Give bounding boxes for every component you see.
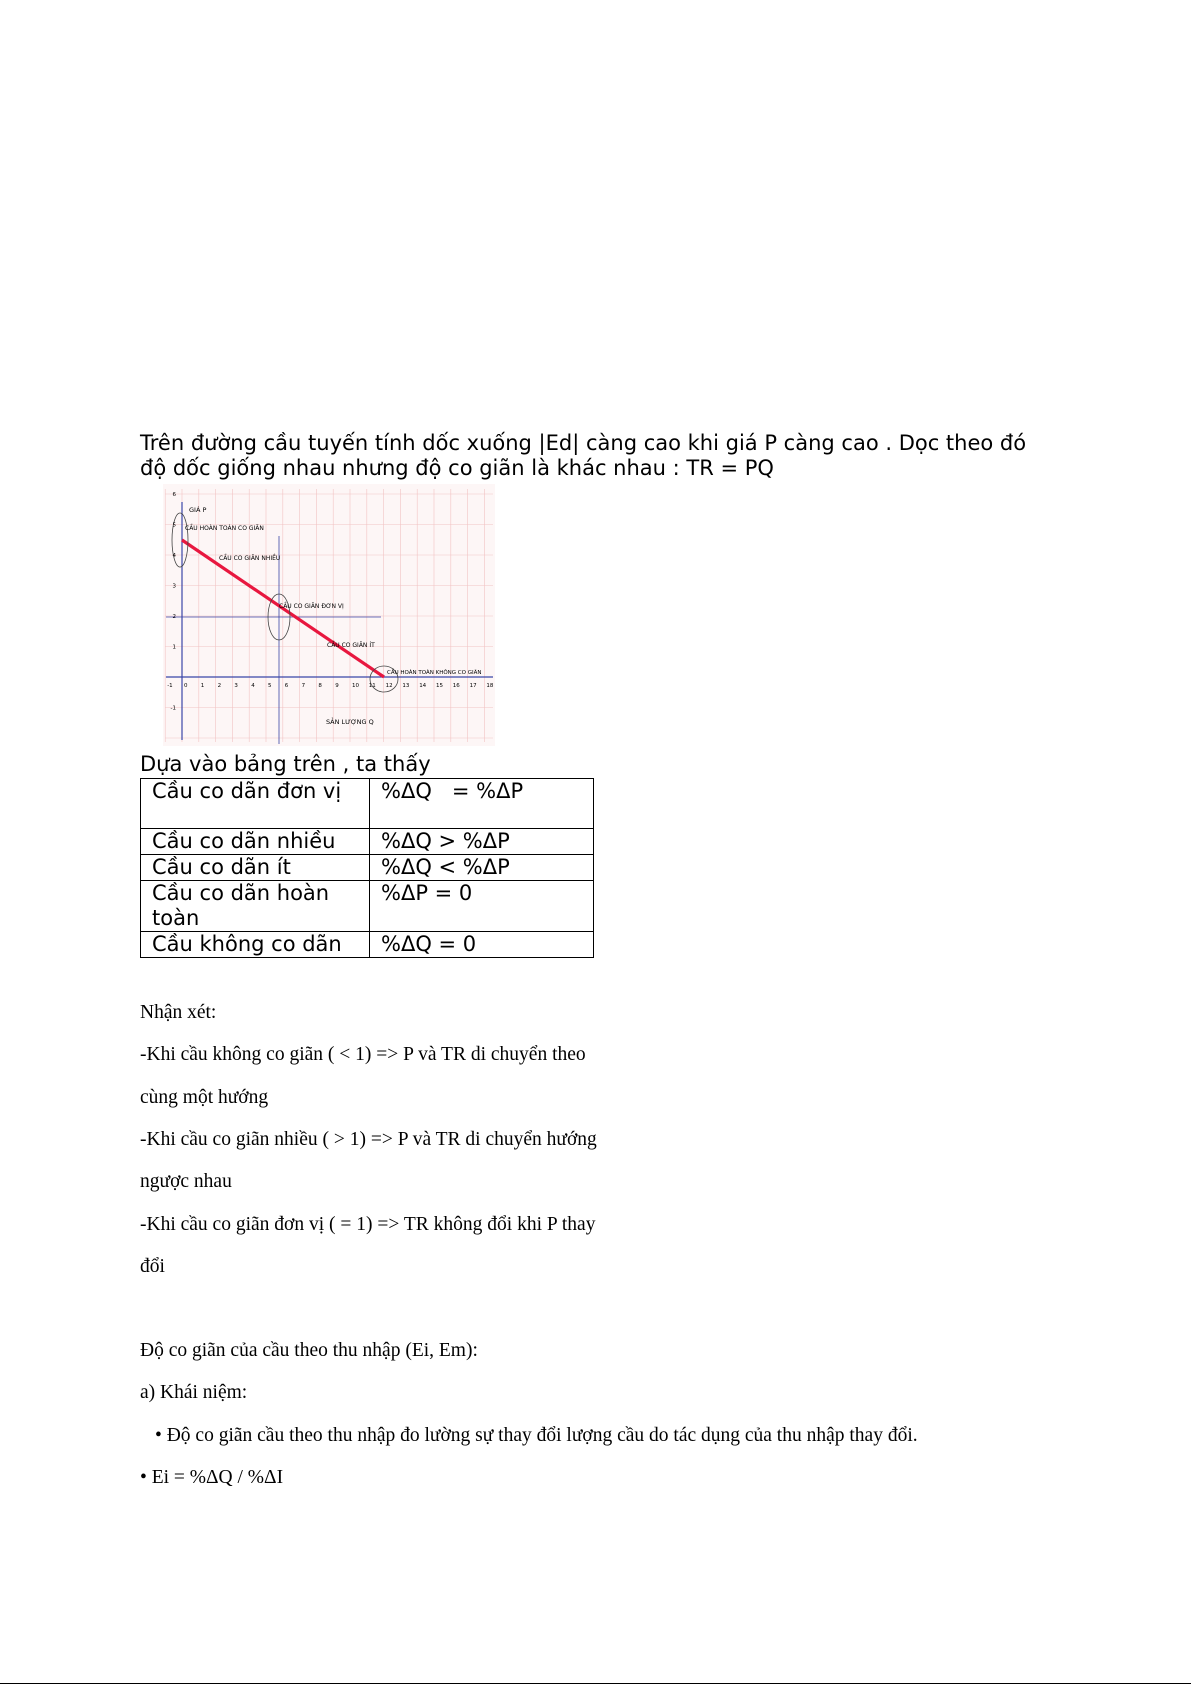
table-cell-condition: %ΔQ > %ΔP bbox=[370, 829, 594, 855]
x-tick-label: 5 bbox=[268, 683, 272, 689]
intro-line: Trên đường cầu tuyến tính dốc xuống |Ed| càng cao khi giá P càng cao . Dọc theo đó bbox=[140, 431, 1027, 455]
table-row bbox=[141, 932, 594, 958]
page-bottom-rule bbox=[0, 1683, 1191, 1684]
x-tick-label: 11 bbox=[368, 683, 376, 689]
remark-line: đổi bbox=[140, 1256, 165, 1277]
x-tick-label: 14 bbox=[419, 683, 427, 689]
table-row bbox=[141, 855, 594, 881]
elasticity-table bbox=[140, 778, 594, 958]
table-row bbox=[141, 829, 594, 855]
table-row bbox=[141, 881, 594, 932]
x-tick-label: 1 bbox=[200, 683, 205, 689]
remark-line: cùng một hướng bbox=[140, 1087, 269, 1108]
table-cell-type: Cầu co dãn đơn vị bbox=[141, 779, 370, 829]
remark-line: ngược nhau bbox=[140, 1171, 232, 1192]
y-tick-label: 1 bbox=[172, 644, 176, 651]
demand-elasticity-graph bbox=[163, 484, 495, 746]
table-row bbox=[141, 779, 594, 829]
y-tick-label: 3 bbox=[172, 583, 176, 590]
y-tick-label: 6 bbox=[172, 492, 176, 498]
y-tick-label: 5 bbox=[172, 522, 176, 529]
x-tick-label: 12 bbox=[385, 683, 393, 689]
table-cell-type: Cầu co dãn hoàn toàn bbox=[141, 881, 370, 932]
x-tick-label: 15 bbox=[436, 683, 443, 689]
table-cell-condition: %ΔQ = %ΔP bbox=[370, 779, 594, 829]
remarks-heading: Nhận xét: bbox=[140, 1002, 217, 1023]
x-tick-label: 17 bbox=[469, 683, 477, 689]
x-tick-label: 9 bbox=[335, 683, 339, 689]
y-axis-label: GIÁ P bbox=[189, 506, 207, 514]
x-tick-label: 3 bbox=[234, 683, 238, 689]
x-axis-label: SẢN LƯỢNG Q bbox=[326, 718, 374, 726]
label-inelastic: CẦU CO GIÃN ÍT bbox=[327, 642, 375, 649]
label-elastic: CẦU CO GIÃN NHIỀU bbox=[219, 555, 281, 562]
concept-bullet: • Độ co giãn cầu theo thu nhập đo lường sự thay đổi lượng cầu do tác dụng của thu nhập thay đổi. bbox=[155, 1425, 918, 1446]
x-tick-label: 13 bbox=[402, 683, 410, 689]
x-tick-label: 6 bbox=[284, 683, 289, 689]
table-cell-condition: %ΔQ = 0 bbox=[370, 932, 594, 958]
income-elasticity-heading: Độ co giãn của cầu theo thu nhập (Ei, Em): bbox=[140, 1340, 478, 1361]
table-cell-type: Cầu co dãn ít bbox=[141, 855, 370, 881]
graph-background bbox=[163, 484, 495, 746]
x-tick-label: 16 bbox=[452, 683, 460, 689]
table-cell-condition: %ΔQ < %ΔP bbox=[370, 855, 594, 881]
remark-line: -Khi cầu co giãn đơn vị ( = 1) => TR không đổi khi P thay bbox=[140, 1214, 596, 1235]
label-perfectly-inelastic: CẦU HOÀN TOÀN KHÔNG CO GIÃN bbox=[387, 670, 482, 676]
concept-heading: a) Khái niệm: bbox=[140, 1382, 248, 1403]
x-tick-label: 2 bbox=[217, 683, 222, 689]
x-tick-label: 18 bbox=[486, 683, 494, 689]
x-tick-label: -1 bbox=[167, 683, 173, 689]
remark-line: -Khi cầu không co giãn ( < 1) => P và TR di chuyển theo bbox=[140, 1044, 586, 1065]
table-cell-type: Cầu không co dãn bbox=[141, 932, 370, 958]
intro-line: độ dốc giống nhau nhưng độ co giãn là khác nhau : TR = PQ bbox=[140, 456, 774, 480]
x-tick-label: 10 bbox=[352, 683, 359, 689]
table-cell-type: Cầu co dãn nhiều bbox=[141, 829, 370, 855]
x-tick-label: 4 bbox=[251, 683, 255, 689]
x-tick-label: 8 bbox=[318, 683, 322, 689]
y-tick-label: 4 bbox=[172, 553, 176, 559]
table-caption: Dựa vào bảng trên , ta thấy bbox=[140, 752, 431, 776]
intro-paragraph bbox=[140, 431, 1080, 481]
label-perfectly-elastic: CẦU HOÀN TOÀN CO GIÃN bbox=[185, 525, 264, 532]
table-cell-condition: %ΔP = 0 bbox=[370, 881, 594, 932]
formula-bullet: • Ei = %ΔQ / %ΔI bbox=[140, 1467, 284, 1488]
label-unit-elastic: CẦU CO GIÃN ĐƠN VỊ bbox=[279, 603, 344, 610]
y-tick-label: 2 bbox=[172, 614, 176, 620]
x-tick-label: 7 bbox=[301, 683, 306, 689]
x-tick-label: 0 bbox=[184, 683, 188, 689]
y-tick-label: -1 bbox=[170, 705, 176, 712]
remark-line: -Khi cầu co giãn nhiều ( > 1) => P và TR di chuyển hướng bbox=[140, 1129, 597, 1150]
